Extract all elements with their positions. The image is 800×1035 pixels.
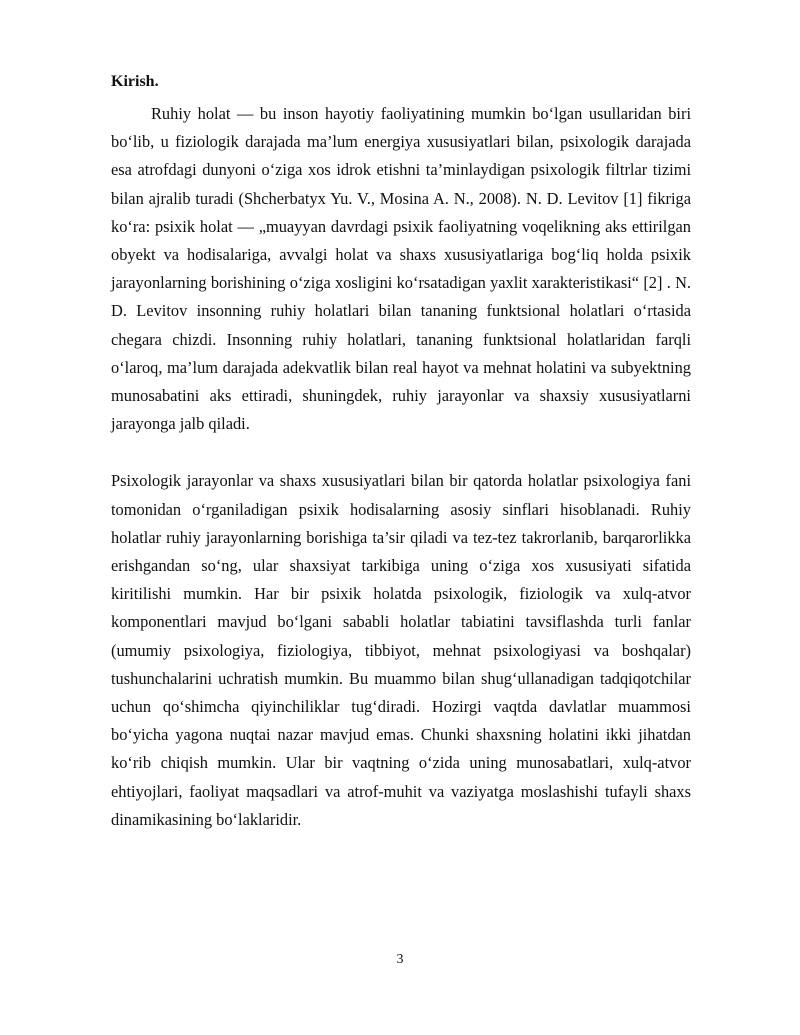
paragraph-intro: Ruhiy holat — bu inson hayotiy faoliyatining mumkin bo‘lgan usullaridan biri bo‘lib, u fiziologik darajada ma’lum energiya xususiyatlari bilan, psixologik darajada esa atrofdagi dunyoni o‘ziga xos idrok etishni ta’minlaydigan psixologik filtrlar tizimi bilan ajralib turadi (Shcherbatyx Yu. V., Mosina A. N., 2008). N. D. Levitov [1] fikriga ko‘ra: psixik holat — „muayyan davrdagi psixik faoliyatning voqelikning aks ettirilgan obyekt va hodisalariga, avvalgi holat va shaxs xususiyatlariga bog‘liq holda psixik jarayonlarning borishining o‘ziga xosligini ko‘rsatadigan yaxlit xarakteristikasi“ [2] . N. D. Levitov insonning ruhiy holatlari bilan tananing funktsional holatlari o‘rtasida chegara chizdi. Insonning ruhiy holatlari, tananing funktsional holatlaridan farqli o‘laroq, ma’lum darajada adekvatlik bilan real hayot va mehnat holatini va subyektning munosabatini aks ettiradi, shuningdek, ruhiy jarayonlar va shaxsiy xususiyatlarni jarayonga jalb qiladi. xyxy=(111,104,691,434)
section-heading: Kirish. xyxy=(111,73,159,90)
page-number: 3 xyxy=(396,952,404,967)
page-content xyxy=(111,72,691,834)
paragraph-spacer xyxy=(111,438,691,467)
paragraph-psychological-processes: Psixologik jarayonlar va shaxs xususiyatlari bilan bir qatorda holatlar psixologiya fani tomonidan o‘rganiladigan psixik hodisalarning asosiy sinflari hisoblanadi. Ruhiy holatlar ruhiy jarayonlarning borishiga ta’sir qiladi va tez-tez takrorlanib, barqarorlikka erishgandan so‘ng, ular shaxsiyat tarkibiga uning o‘ziga xos xususiyati sifatida kiritilishi mumkin. Har bir psixik holatda psixologik, fiziologik va xulq-atvor komponentlari mavjud bo‘lgani sababli holatlar tabiatini tavsiflashda turli fanlar (umumiy psixologiya, fiziologiya, tibbiyot, mehnat psixologiyasi va boshqalar) tushunchalarini uchratish mumkin. Bu muammo bilan shug‘ullanadigan tadqiqotchilar uchun qo‘shimcha qiyinchiliklar tug‘diradi. Hozirgi vaqtda davlatlar muammosi bo‘yicha yagona nuqtai nazar mavjud emas. Chunki shaxsning holatini ikki jihatdan ko‘rib chiqish mumkin. Ular bir vaqtning o‘zida uning munosabatlari, xulq-atvor ehtiyojlari, faoliyat maqsadlari va atrof-muhit va vaziyatga moslashishi tufayli shaxs dinamikasining bo‘laklaridir. xyxy=(111,471,691,829)
